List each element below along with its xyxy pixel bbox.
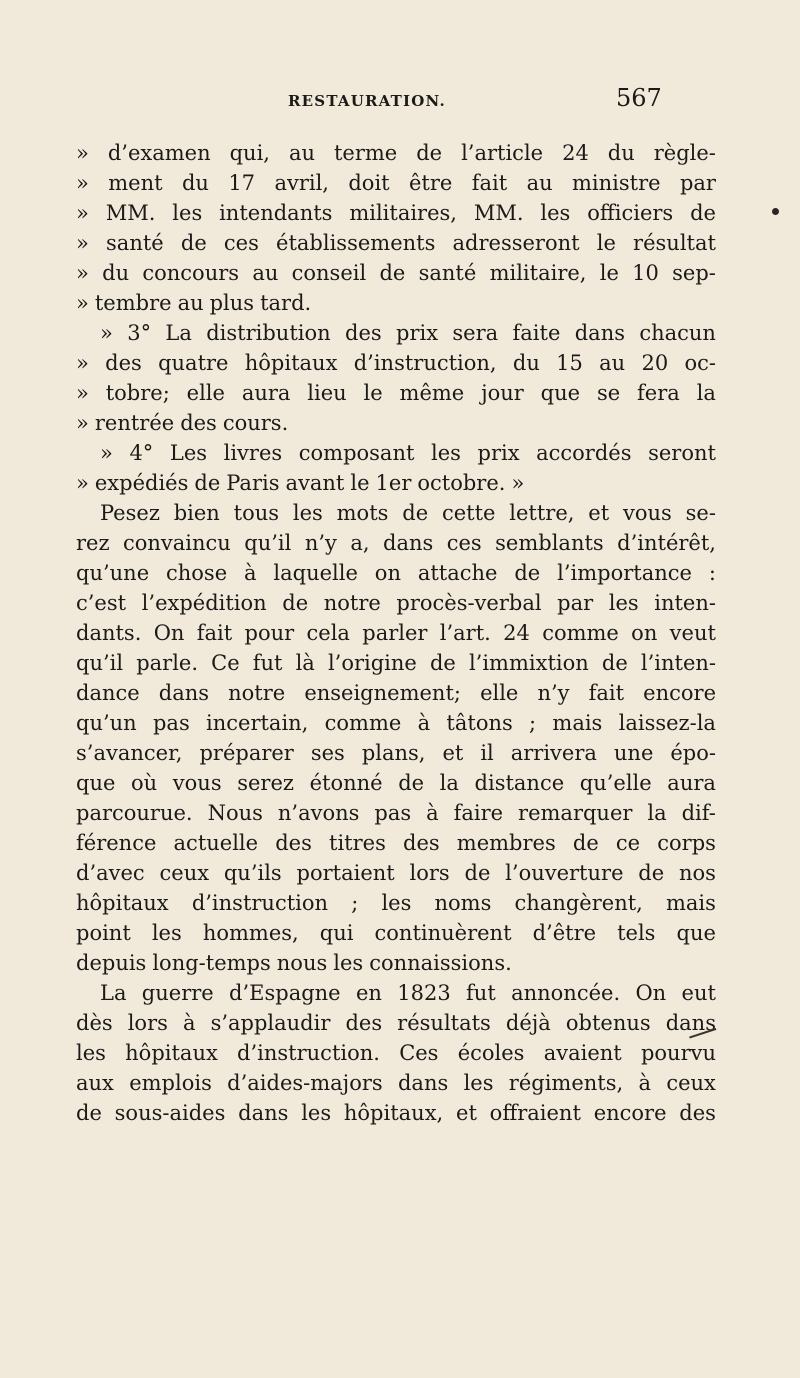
text-line: » 3° La distribution des prix sera faite dans chacun [100, 321, 716, 345]
text-line: qu’un pas incertain, comme à tâtons ; mais laissez-la [76, 711, 716, 735]
text-line: que où vous serez étonné de la distance qu’elle aura [76, 771, 716, 795]
running-title: RESTAURATION. [288, 92, 446, 110]
text-line: d’avec ceux qu’ils portaient lors de l’ouverture de nos [76, 861, 716, 885]
text-line: dès lors à s’applaudir des résultats déjà obtenus dans [76, 1011, 716, 1035]
text-line: » 4° Les livres composant les prix accordés seront [100, 441, 716, 465]
text-line: férence actuelle des titres des membres de ce corps [76, 831, 716, 855]
text-line: de sous-aides dans les hôpitaux, et offraient encore des [76, 1101, 716, 1125]
page-number: 567 [616, 84, 662, 112]
text-line: rez convaincu qu’il n’y a, dans ces semblants d’intérêt, [76, 531, 716, 555]
text-line: qu’il parle. Ce fut là l’origine de l’immixtion de l’inten- [76, 651, 716, 675]
text-line: La guerre d’Espagne en 1823 fut annoncée. On eut [100, 981, 716, 1005]
text-line: Pesez bien tous les mots de cette lettre, et vous se- [100, 501, 716, 525]
text-line: dants. On fait pour cela parler l’art. 24 comme on veut [76, 621, 716, 645]
text-line: » tembre au plus tard. [76, 291, 312, 315]
text-line: » expédiés de Paris avant le 1er octobre. » [76, 471, 525, 495]
text-line: les hôpitaux d’instruction. Ces écoles avaient pourvu [76, 1041, 716, 1065]
text-line: dance dans notre enseignement; elle n’y fait encore [76, 681, 716, 705]
running-head [60, 84, 720, 124]
text-line: point les hommes, qui continuèrent d’être tels que [76, 921, 716, 945]
text-line: » d’examen qui, au terme de l’article 24 du règle- [76, 141, 716, 165]
text-line: qu’une chose à laquelle on attache de l’importance : [76, 561, 716, 585]
text-line: » tobre; elle aura lieu le même jour que se fera la [76, 381, 716, 405]
body-text [76, 138, 716, 1128]
text-line: aux emplois d’aides-majors dans les régiments, à ceux [76, 1071, 716, 1095]
text-line: s’avancer, préparer ses plans, et il arrivera une épo- [76, 741, 716, 765]
text-line: » du concours au conseil de santé militaire, le 10 sep- [76, 261, 716, 285]
text-line: c’est l’expédition de notre procès-verbal par les inten- [76, 591, 716, 615]
text-line: » santé de ces établissements adresseront le résultat [76, 231, 716, 255]
ink-speck [772, 208, 779, 215]
text-line: » ment du 17 avril, doit être fait au ministre par [76, 171, 716, 195]
text-line: » des quatre hôpitaux d’instruction, du 15 au 20 oc- [76, 351, 716, 375]
text-line: depuis long-temps nous les connaissions. [76, 951, 512, 975]
text-line: » rentrée des cours. [76, 411, 289, 435]
text-line: » MM. les intendants militaires, MM. les officiers de [76, 201, 716, 225]
text-line: hôpitaux d’instruction ; les noms changèrent, mais [76, 891, 716, 915]
text-line: parcourue. Nous n’avons pas à faire remarquer la dif- [76, 801, 716, 825]
